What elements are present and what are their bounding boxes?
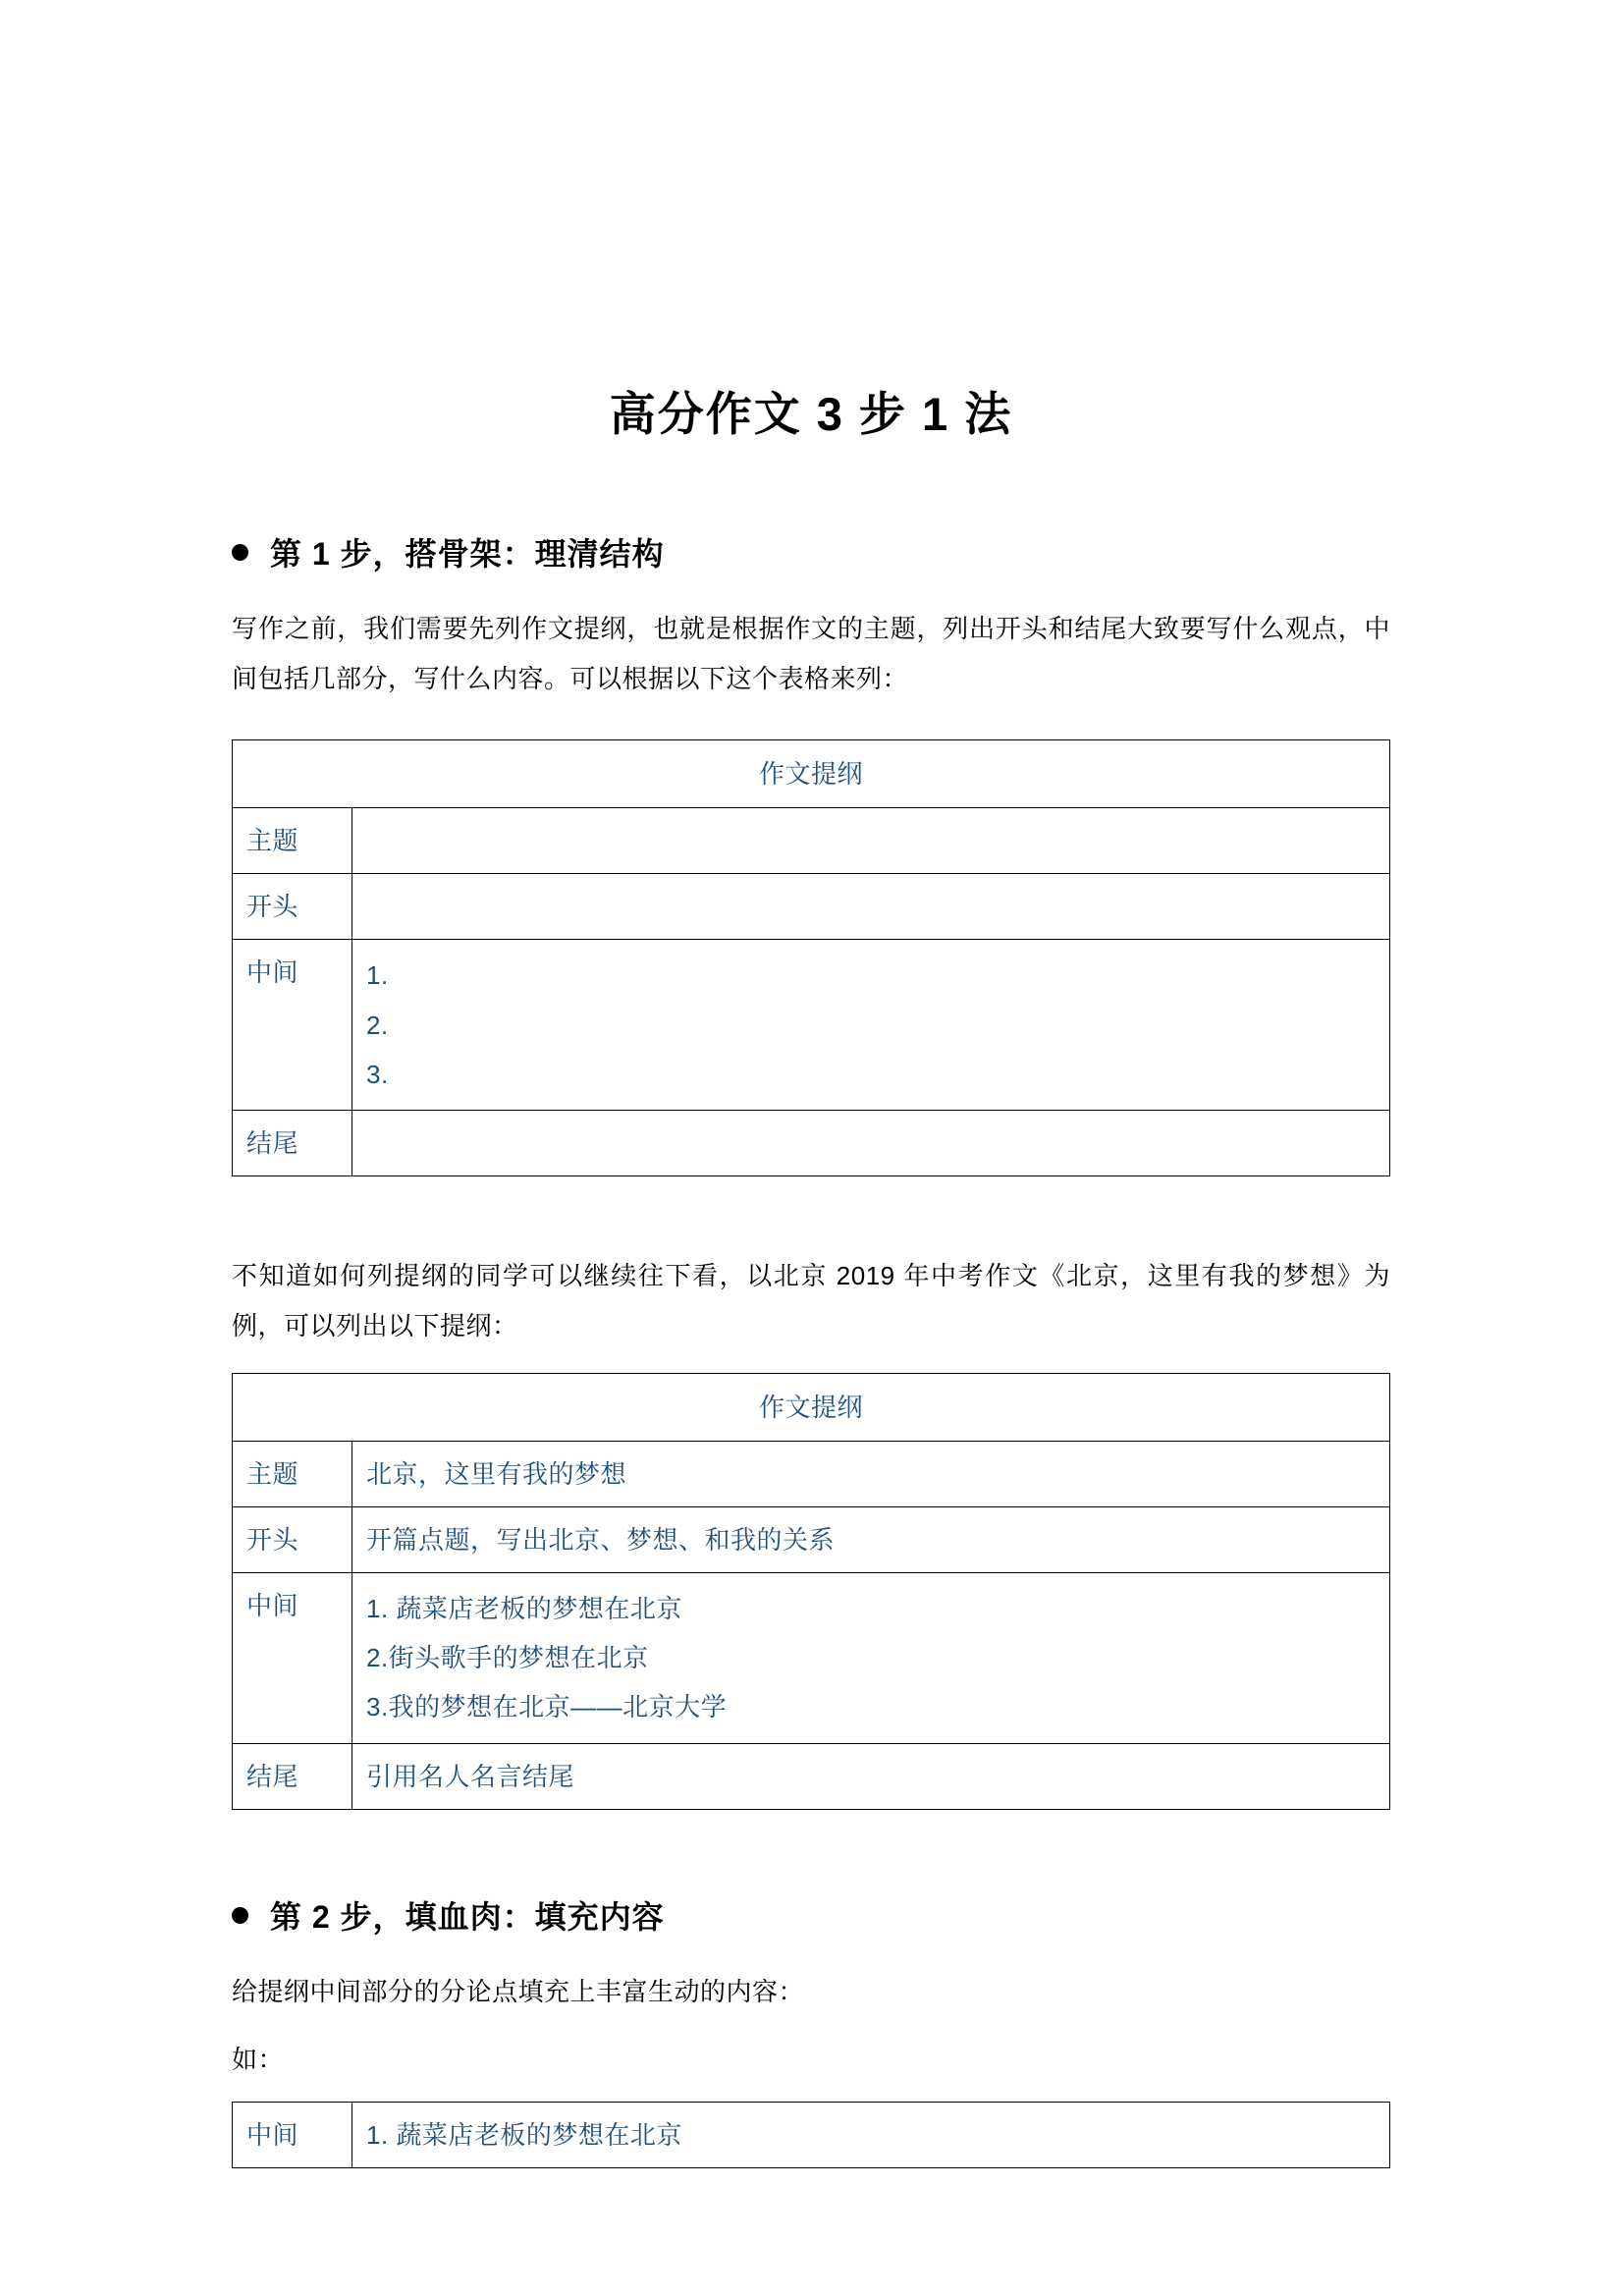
row-value-middle[interactable]	[352, 1573, 1390, 1744]
fill-content-table	[232, 2102, 1390, 2168]
section-heading-2-label: 第 2 步，填血肉：填充内容	[270, 1898, 665, 1935]
row-label-theme: 主题	[233, 808, 352, 874]
row-value-theme[interactable]: 北京，这里有我的梦想	[352, 1441, 1390, 1506]
table-row-header	[233, 739, 1390, 807]
section-1-paragraph-2: 不知道如何列提纲的同学可以继续往下看，以北京 2019 年中考作文《北京，这里有我的梦想》为例，可以列出以下提纲：	[232, 1261, 1390, 1340]
table-row	[233, 1573, 1390, 1744]
row-value-ending[interactable]: 引用名人名言结尾	[352, 1743, 1390, 1809]
table-row	[233, 1506, 1390, 1572]
section-1-paragraph-1: 写作之前，我们需要先列作文提纲，也就是根据作文的主题，列出开头和结尾大致要写什么观点，中间包括几部分，写什么内容。可以根据以下这个表格来列：	[232, 614, 1390, 694]
row-label-middle: 中间	[233, 940, 352, 1111]
row-label-middle: 中间	[233, 1573, 352, 1744]
row-label-opening: 开头	[233, 874, 352, 940]
outline-table-blank	[232, 739, 1390, 1176]
table-row	[233, 874, 1390, 940]
table-row-header	[233, 1373, 1390, 1441]
section-2-paragraph-2: 如：	[232, 2044, 285, 2074]
row-label-ending: 结尾	[233, 1110, 352, 1175]
middle-item-2: 2.	[366, 1010, 389, 1040]
section-heading-1-label: 第 1 步，搭骨架：理清结构	[270, 536, 665, 573]
middle-item-3: 3.	[366, 1059, 389, 1089]
middle-item-2: 2.街头歌手的梦想在北京	[366, 1643, 649, 1673]
row-label-theme: 主题	[233, 1441, 352, 1506]
table-row	[233, 1110, 1390, 1175]
row-value-middle[interactable]: 1. 蔬菜店老板的梦想在北京	[352, 2103, 1390, 2168]
section-heading-1	[232, 445, 1390, 574]
row-value-theme[interactable]	[352, 808, 1390, 874]
row-value-middle[interactable]	[352, 940, 1390, 1111]
outline-table-example-header: 作文提纲	[233, 1373, 1390, 1441]
middle-item-3: 3.我的梦想在北京——北京大学	[366, 1692, 728, 1722]
section-heading-2	[232, 1810, 1390, 1938]
row-value-opening[interactable]	[352, 874, 1390, 940]
table-row	[233, 940, 1390, 1111]
row-label-ending: 结尾	[233, 1743, 352, 1809]
outline-table-blank-header: 作文提纲	[233, 739, 1390, 807]
page-title: 高分作文 3 步 1 法	[609, 388, 1013, 440]
middle-item-1: 1. 蔬菜店老板的梦想在北京	[366, 1594, 682, 1624]
bullet-icon	[232, 1907, 248, 1924]
middle-item-1: 1.	[366, 960, 389, 991]
row-label-opening: 开头	[233, 1506, 352, 1572]
table-row	[233, 808, 1390, 874]
outline-table-example	[232, 1373, 1390, 1810]
row-value-ending[interactable]	[352, 1110, 1390, 1175]
table-row	[233, 2103, 1390, 2168]
table-row	[233, 1441, 1390, 1506]
section-2-paragraph-1: 给提纲中间部分的分论点填充上丰富生动的内容：	[232, 1976, 805, 2006]
table-row	[233, 1743, 1390, 1809]
row-label-middle: 中间	[233, 2103, 352, 2168]
bullet-icon	[232, 544, 248, 561]
row-value-opening[interactable]: 开篇点题，写出北京、梦想、和我的关系	[352, 1506, 1390, 1572]
